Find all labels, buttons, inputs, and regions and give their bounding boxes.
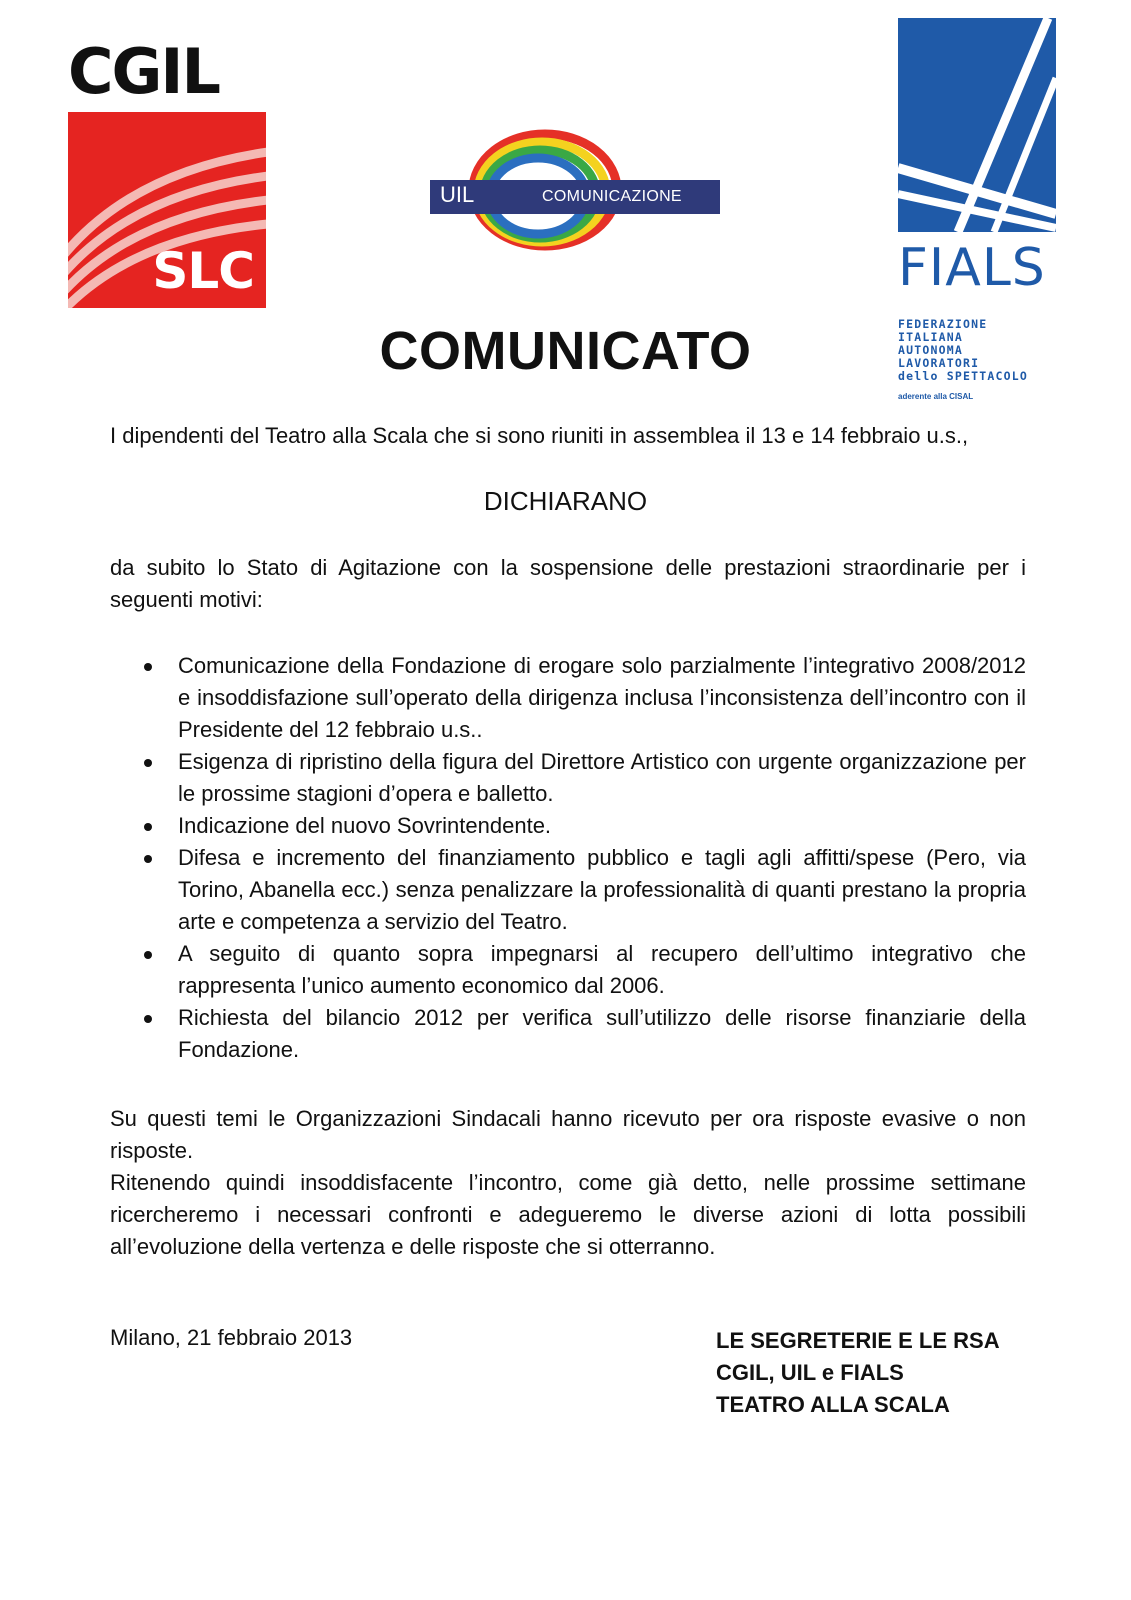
- page-title: COMUNICATO: [379, 321, 752, 381]
- list-item: [110, 650, 1026, 746]
- declaration-heading: DICHIARANO: [483, 486, 648, 516]
- intro-paragraph: I dipendenti del Teatro alla Scala che si sono riuniti in assemblea il 13 e 14 febbraio u.s.,: [110, 423, 969, 448]
- list-item-text: Indicazione del nuovo Sovrintendente.: [178, 813, 552, 838]
- bullet-icon: [144, 823, 152, 831]
- list-item-text: Difesa e incremento del finanziamento pubblico e tagli agli affitti/spese (Pero, via Torino, Abanella ecc.) senza penalizzare la professionalità di quanti prestano la propria arte e competenza a servizio del Teatro.: [178, 845, 1026, 934]
- signature-block: [716, 1325, 1000, 1421]
- closing-paragraph-2: Ritenendo quindi insoddisfacente l’incontro, come già detto, nelle prossime settimane ricercheremo i necessari confronti e adegueremo le diverse azioni di lotta possibili all’evoluzione della vertenza e delle risposte che si otterranno.: [110, 1170, 1026, 1259]
- fials-blue-box: [898, 18, 1056, 232]
- fials-subtitle-line: LAVORATORI: [898, 356, 980, 370]
- comunicazione-logo-text: COMUNICAZIONE: [542, 188, 682, 205]
- motives-list: [110, 650, 1026, 1066]
- slc-red-box: [68, 112, 266, 308]
- cgil-slc-logo: [68, 35, 268, 310]
- slc-logo-text: SLC: [152, 242, 254, 300]
- fials-affiliation: aderente alla CISAL: [898, 392, 974, 401]
- list-item: [110, 842, 1026, 938]
- fials-subtitle-line: dello SPETTACOLO: [898, 369, 1028, 383]
- list-item: [110, 746, 1026, 810]
- fials-logo-text: FIALS: [898, 238, 1046, 298]
- uil-logo-text: UIL: [440, 182, 475, 207]
- signature-line: CGIL, UIL e FIALS: [716, 1360, 904, 1385]
- list-item: [110, 938, 1026, 1002]
- place-date: Milano, 21 febbraio 2013: [110, 1325, 353, 1350]
- bullet-icon: [144, 759, 152, 767]
- fials-stripes-icon: [898, 18, 1056, 232]
- list-item-text: Comunicazione della Fondazione di erogare solo parzialmente l’integrativo 2008/2012 e insoddisfazione sull’operato della dirigenza inclusa l’inconsistenza dell’incontro con il Presidente del 12 febbraio u.s..: [178, 653, 1026, 742]
- lead-paragraph: da subito lo Stato di Agitazione con la sospensione delle prestazioni straordinarie per i seguenti motivi:: [110, 555, 1026, 612]
- signature-line: LE SEGRETERIE E LE RSA: [716, 1328, 1000, 1353]
- list-item: [110, 1002, 1026, 1066]
- bullet-icon: [144, 951, 152, 959]
- list-item-text: A seguito di quanto sopra impegnarsi al recupero dell’ultimo integrativo che rappresenta l’unico aumento economico dal 2006.: [178, 941, 1026, 998]
- signature-line: TEATRO ALLA SCALA: [716, 1392, 950, 1417]
- bullet-icon: [144, 663, 152, 671]
- fials-subtitle-line: ITALIANA: [898, 330, 963, 344]
- list-item: [110, 810, 1026, 842]
- bullet-icon: [144, 855, 152, 863]
- closing-paragraph-1: Su questi temi le Organizzazioni Sindacali hanno ricevuto per ora risposte evasive o non risposte.: [110, 1106, 1026, 1163]
- cgil-logo-text: CGIL: [68, 35, 219, 108]
- list-item-text: Esigenza di ripristino della figura del Direttore Artistico con urgente organizzazione per le prossime stagioni d’opera e balletto.: [178, 749, 1026, 806]
- list-item-text: Richiesta del bilancio 2012 per verifica sull’utilizzo delle risorse finanziarie della Fondazione.: [178, 1005, 1026, 1062]
- bullet-icon: [144, 1015, 152, 1023]
- uil-comunicazione-logo: [430, 122, 720, 262]
- fials-subtitle-line: AUTONOMA: [898, 343, 963, 357]
- fials-subtitle-line: FEDERAZIONE: [898, 317, 988, 331]
